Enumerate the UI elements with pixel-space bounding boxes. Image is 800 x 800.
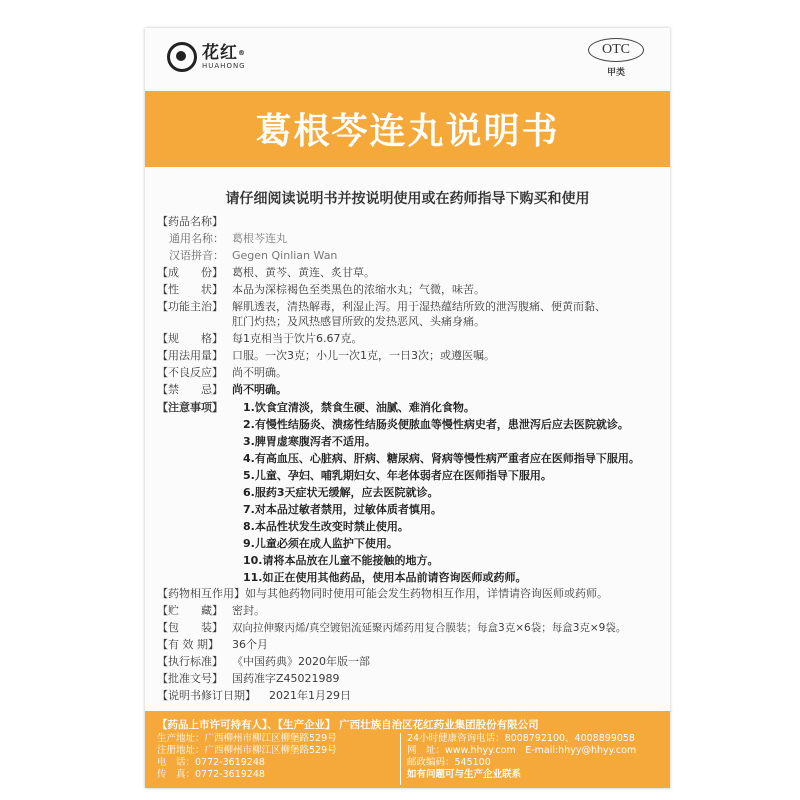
contraindications-label: 【禁 忌】 (157, 383, 223, 396)
revision-label: 【说明书修订日期】 (157, 689, 256, 702)
manufacturer-footer (145, 711, 670, 788)
packaging-row (157, 621, 667, 635)
precaution-item: 4.有高血压、心脏病、肝病、糖尿病、肾病等慢性病严重者应在医师指导下服用。 (243, 452, 640, 465)
specification-value: 每1克相当于饮片6.67克。 (232, 332, 363, 345)
approval-label: 【批准文号】 (157, 672, 223, 685)
dosage-row (157, 349, 667, 363)
indications-label: 【功能主治】 (157, 300, 223, 313)
approval-row (157, 672, 667, 686)
interactions-row (157, 587, 667, 601)
pinyin-name-row (157, 249, 667, 263)
pinyin-name-label: 汉语拼音： (169, 249, 224, 262)
precaution-item: 5.儿童、孕妇、哺乳期妇女、年老体弱者应在医师指导下服用。 (243, 469, 552, 482)
ingredients-label: 【成 份】 (157, 266, 223, 279)
indications-line-1: 解肌透表，清热解毒，利湿止泻。用于湿热蕴结所致的泄泻腹痛、便黄而黏、 (232, 300, 606, 313)
precautions-label: 【注意事项】 (157, 401, 223, 414)
precaution-item: 10.请将本品放在儿童不能接触的地方。 (243, 554, 439, 567)
leaflet-sheet (145, 28, 670, 788)
appearance-value: 本品为深棕褐色至类黑色的浓缩水丸；气微，味苦。 (232, 283, 485, 296)
precaution-item: 1.饮食宜清淡，禁食生硬、油腻、难消化食物。 (243, 401, 475, 414)
common-name-label: 通用名称： (169, 232, 224, 245)
footer-right-column (407, 733, 636, 781)
precautions-row (157, 400, 667, 415)
storage-row (157, 604, 667, 618)
footer-divider (400, 733, 401, 785)
health-hotline: 24小时健康咨询电话：8008792100、4008899058 (407, 733, 635, 744)
standard-label: 【执行标准】 (157, 655, 223, 668)
leaflet-body (157, 215, 667, 706)
fax-number: 传 真：0772-3619248 (157, 769, 265, 780)
drug-name-section: 【药品名称】 (157, 215, 223, 228)
storage-value: 密封。 (232, 604, 265, 617)
expiry-value: 36个月 (232, 638, 268, 651)
contraindications-value: 尚不明确。 (232, 383, 287, 396)
production-address: 生产地址：广西柳州市柳江区柳堡路529号 (157, 733, 337, 744)
title-band (145, 91, 670, 167)
phone-number: 电 话：0772-3619248 (157, 757, 265, 768)
usage-warning: 请仔细阅读说明书并按说明使用或在药师指导下购买和使用 (225, 191, 590, 207)
specification-row (157, 332, 667, 346)
appearance-row (157, 283, 667, 297)
postcode: 邮政编码：545100 (407, 757, 491, 768)
common-name-row (157, 232, 667, 246)
appearance-label: 【性 状】 (157, 283, 223, 296)
specification-label: 【规 格】 (157, 332, 223, 345)
leaflet-title: 葛根芩连丸说明书 (255, 111, 560, 152)
precaution-item: 11.如正在使用其他药品，使用本品前请咨询医师或药师。 (243, 571, 527, 584)
precaution-item: 3.脾胃虚寒腹泻者不适用。 (243, 435, 376, 448)
common-name-value: 葛根芩连丸 (232, 232, 287, 245)
contact-note: 如有问题可与生产企业联系 (407, 769, 522, 780)
interactions-value: 如与其他药物同时使用可能会发生药物相互作用，详情请咨询医师或药师。 (245, 587, 608, 600)
brand-name-en: HUAHONG (202, 62, 246, 70)
precaution-item: 8.本品性状发生改变时禁止使用。 (243, 520, 409, 533)
registered-address: 注册地址：广西柳州市柳江区柳堡路529号 (157, 745, 337, 756)
pinyin-name-value: Gegen Qinlian Wan (232, 249, 338, 262)
otc-class: 甲类 (606, 68, 625, 78)
dosage-label: 【用法用量】 (157, 349, 223, 362)
expiry-label: 【有 效 期】 (157, 638, 219, 651)
indications-row (157, 300, 667, 314)
otc-badge (588, 38, 644, 78)
storage-label: 【贮 藏】 (157, 604, 223, 617)
adverse-row (157, 366, 667, 380)
ingredients-row (157, 266, 667, 280)
ingredients-value: 葛根、黄芩、黄连、炙甘草。 (232, 266, 375, 279)
footer-left-column (157, 733, 337, 781)
brand-logo (167, 42, 246, 72)
interactions-label: 【药物相互作用】 (157, 587, 245, 600)
manufacturer-heading: 【药品上市许可持有人】、【生产企业】 广西壮族自治区花红药业集团股份有限公司 (157, 719, 539, 731)
approval-value: 国药准字Z45021989 (232, 672, 340, 685)
adverse-value: 尚不明确。 (232, 366, 287, 379)
standard-row (157, 655, 667, 669)
dosage-value: 口服。一次3克；小儿一次1克，一日3次；或遵医嘱。 (232, 349, 495, 362)
precaution-item: 2.有慢性结肠炎、溃疡性结肠炎便脓血等慢性病史者，患泄泻后应去医院就诊。 (243, 418, 629, 431)
revision-value: 2021年1月29日 (269, 689, 351, 702)
precaution-item: 9.儿童必须在成人监护下使用。 (243, 537, 398, 550)
website-email: 网 址：www.hhyy.com E-mail:hhyy@hhyy.com (407, 745, 637, 756)
packaging-label: 【包 装】 (157, 621, 223, 634)
adverse-label: 【不良反应】 (157, 366, 223, 379)
registered-mark: ® (238, 49, 246, 57)
brand-name-cn: 花红 (202, 43, 238, 63)
contraindications-row (157, 383, 667, 397)
revision-row (157, 689, 667, 703)
standard-value: 《中国药典》2020年版一部 (232, 655, 370, 668)
precaution-item: 6.服药3天症状无缓解，应去医院就诊。 (243, 486, 439, 499)
precaution-item: 7.对本品过敏者禁用，过敏体质者慎用。 (243, 503, 442, 516)
huahong-logo-icon (167, 42, 197, 72)
indications-line-2: 肛门灼热；及风热感冒所致的发热恶风、头痛身痛。 (232, 315, 485, 328)
expiry-row (157, 638, 667, 652)
otc-label: OTC (588, 38, 644, 62)
packaging-value: 双向拉伸聚丙烯/真空镀铝流延聚丙烯药用复合膜装；每盒3克×6袋；每盒3克×9袋。 (232, 622, 627, 634)
